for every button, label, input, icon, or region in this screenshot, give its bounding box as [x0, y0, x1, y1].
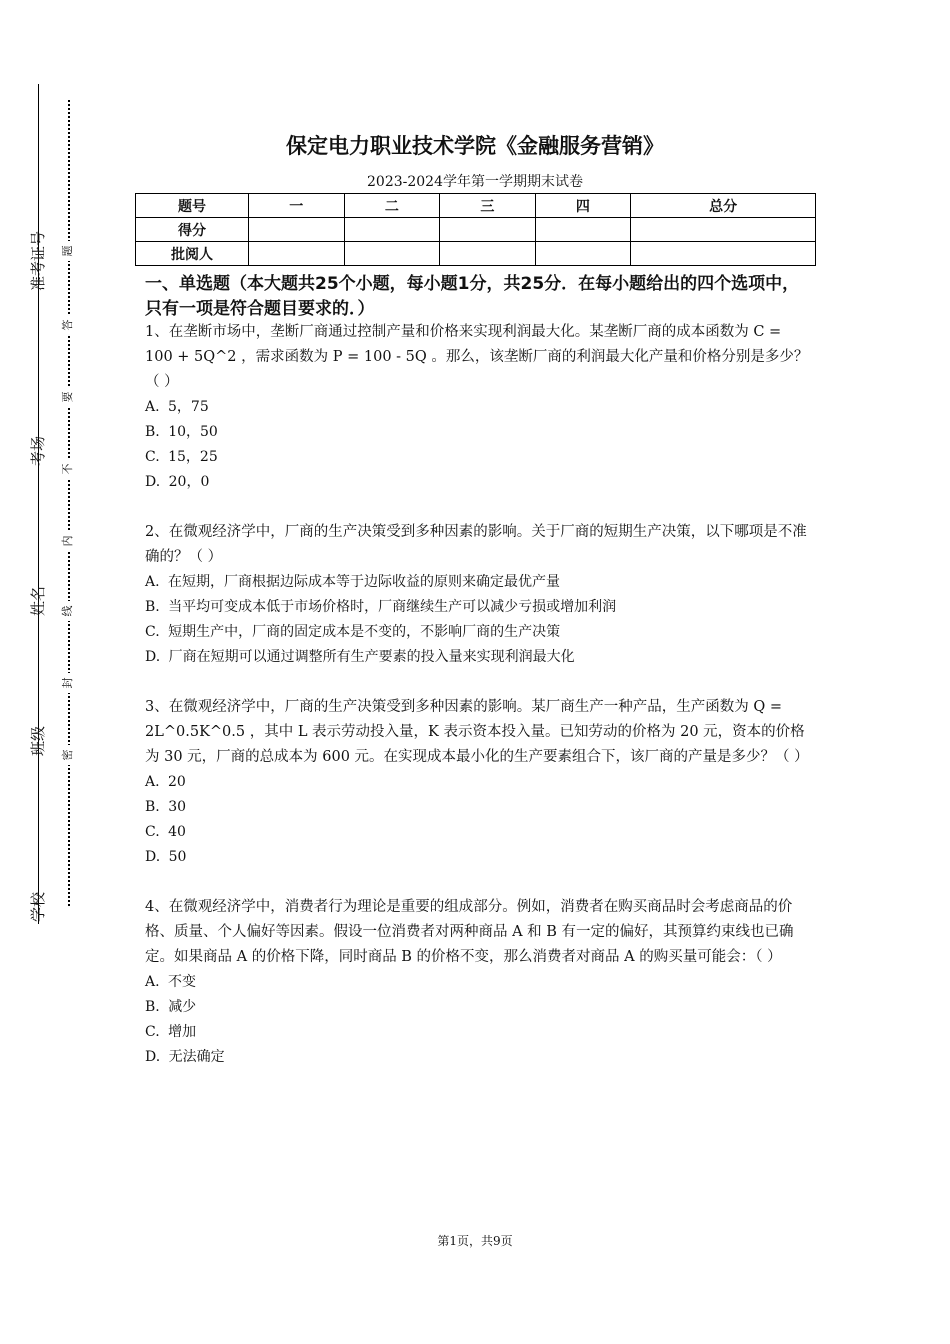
score-table-row [136, 218, 816, 242]
score-cell[interactable] [535, 218, 631, 242]
option-text: 在短期，厂商根据边际成本等于边际收益的原则来确定最优产量 [168, 574, 560, 590]
option-text: 当平均可变成本低于市场价格时，厂商继续生产可以减少亏损或增加利润 [168, 599, 617, 615]
option-key: C. [145, 624, 160, 640]
field-school: 学校 [29, 892, 47, 923]
option-key: D. [145, 849, 161, 865]
option-d[interactable] [145, 845, 810, 870]
question-stem: 1、在垄断市场中，垄断厂商通过控制产量和价格来实现利润最大化。某垄断厂商的成本函数为 C = 100 + 5Q^2 ，需求函数为 P = 100 - 5Q 。那么，该垄断厂商的利润最大化产量和价格分别是多少？（ ） [145, 324, 809, 390]
question-list [145, 320, 810, 1095]
option-text: 20 [168, 774, 186, 790]
option-b[interactable] [145, 795, 810, 820]
option-text: 10，50 [168, 424, 218, 440]
option-text: 无法确定 [168, 1049, 225, 1065]
score-cell[interactable] [440, 242, 536, 266]
question-stem: 3、在微观经济学中，厂商的生产决策受到多种因素的影响。某厂商生产一种产品，生产函数为 Q = 2L^0.5K^0.5 ，其中 L 表示劳动投入量，K 表示资本投入量。已知劳动的价格为 20 元，资本的价格为 30 元，厂商的总成本为 600 元。在实现成本最小化的生产要素组合下，该厂商的产量是多少？（ ） [145, 699, 809, 765]
page-title: 保定电力职业技术学院《金融服务营销》 [286, 134, 664, 158]
score-cell[interactable] [631, 218, 816, 242]
score-cell[interactable] [344, 242, 440, 266]
score-cell[interactable] [249, 218, 345, 242]
option-text: 30 [168, 799, 187, 815]
score-header-cell: 一 [249, 194, 345, 218]
field-exam-number: 准考证号 [29, 230, 47, 291]
question-3 [145, 695, 810, 870]
option-text: 增加 [168, 1024, 197, 1040]
field-name: 姓名 [29, 586, 47, 617]
score-cell[interactable] [535, 242, 631, 266]
score-table-row [136, 242, 816, 266]
seal-char: 内 [61, 531, 75, 551]
seal-char: 题 [61, 241, 75, 261]
option-key: B. [145, 599, 160, 615]
option-c[interactable] [145, 820, 810, 845]
question-stem: 2、在微观经济学中，厂商的生产决策受到多种因素的影响。关于厂商的短期生产决策，以下哪项是不准确的？（ ） [145, 524, 807, 565]
seal-char: 封 [61, 673, 75, 693]
binding-dotted-line [68, 100, 70, 906]
option-key: C. [145, 824, 160, 840]
option-key: A. [145, 974, 160, 990]
score-cell[interactable] [249, 242, 345, 266]
binding-solid-line [38, 84, 39, 924]
option-key: C. [145, 1024, 160, 1040]
option-b[interactable] [145, 420, 810, 445]
option-c[interactable] [145, 1020, 810, 1045]
score-table-header-row [136, 194, 816, 218]
option-text: 厂商在短期可以通过调整所有生产要素的投入量来实现利润最大化 [168, 649, 575, 665]
score-header-cell: 四 [535, 194, 631, 218]
seal-char: 密 [61, 745, 75, 765]
score-cell[interactable] [631, 242, 816, 266]
score-row-label: 批阅人 [136, 242, 249, 266]
option-text: 5，75 [168, 399, 209, 415]
question-stem: 4、在微观经济学中，消费者行为理论是重要的组成部分。例如，消费者在购买商品时会考虑商品的价格、质量、个人偏好等因素。假设一位消费者对两种商品 A 和 B 有一定的偏好，其预算约束线也已确定。如果商品 A 的价格下降，同时商品 B 的价格不变，那么消费者对商品 A 的购买量可能会：（ ） [145, 899, 794, 965]
option-key: A. [145, 574, 160, 590]
option-key: B. [145, 799, 160, 815]
option-a[interactable] [145, 770, 810, 795]
option-text: 减少 [168, 999, 197, 1015]
option-key: A. [145, 399, 160, 415]
page-number: 第1页，共9页 [437, 1234, 513, 1248]
option-d[interactable] [145, 470, 810, 495]
option-text: 20，0 [168, 474, 210, 490]
field-class: 班级 [29, 726, 47, 757]
option-key: D. [145, 649, 161, 665]
score-table [135, 193, 816, 266]
seal-char: 不 [61, 459, 75, 479]
score-header-cell: 总分 [631, 194, 816, 218]
question-4 [145, 895, 810, 1070]
option-text: 40 [168, 824, 186, 840]
score-header-cell: 题号 [136, 194, 249, 218]
option-a[interactable] [145, 570, 810, 595]
option-b[interactable] [145, 595, 810, 620]
option-d[interactable] [145, 645, 810, 670]
question-1 [145, 320, 810, 495]
option-text: 不变 [168, 974, 196, 990]
option-key: A. [145, 774, 160, 790]
score-header-cell: 二 [344, 194, 440, 218]
option-key: D. [145, 474, 161, 490]
exam-subtitle: 2023-2024学年第一学期期末试卷 [367, 174, 583, 190]
option-key: C. [145, 449, 160, 465]
seal-char: 答 [61, 315, 75, 335]
option-text: 50 [168, 849, 187, 865]
option-a[interactable] [145, 970, 810, 995]
option-key: B. [145, 999, 160, 1015]
question-2 [145, 520, 810, 670]
score-cell[interactable] [440, 218, 536, 242]
seal-char: 线 [61, 601, 75, 621]
option-text: 15，25 [168, 449, 218, 465]
section-heading: 一、单选题（本大题共25个小题，每小题1分，共25分．在每小题给出的四个选项中，只有一项是符合题目要求的．） [145, 274, 800, 319]
option-d[interactable] [145, 1045, 810, 1070]
score-row-label: 得分 [136, 218, 249, 242]
option-key: B. [145, 424, 160, 440]
option-text: 短期生产中，厂商的固定成本是不变的，不影响厂商的生产决策 [168, 624, 561, 640]
option-b[interactable] [145, 995, 810, 1020]
score-header-cell: 三 [440, 194, 536, 218]
seal-char: 要 [61, 387, 75, 407]
option-a[interactable] [145, 395, 810, 420]
field-exam-room: 考场 [29, 436, 47, 467]
option-c[interactable] [145, 445, 810, 470]
option-key: D. [145, 1049, 161, 1065]
score-cell[interactable] [344, 218, 440, 242]
option-c[interactable] [145, 620, 810, 645]
